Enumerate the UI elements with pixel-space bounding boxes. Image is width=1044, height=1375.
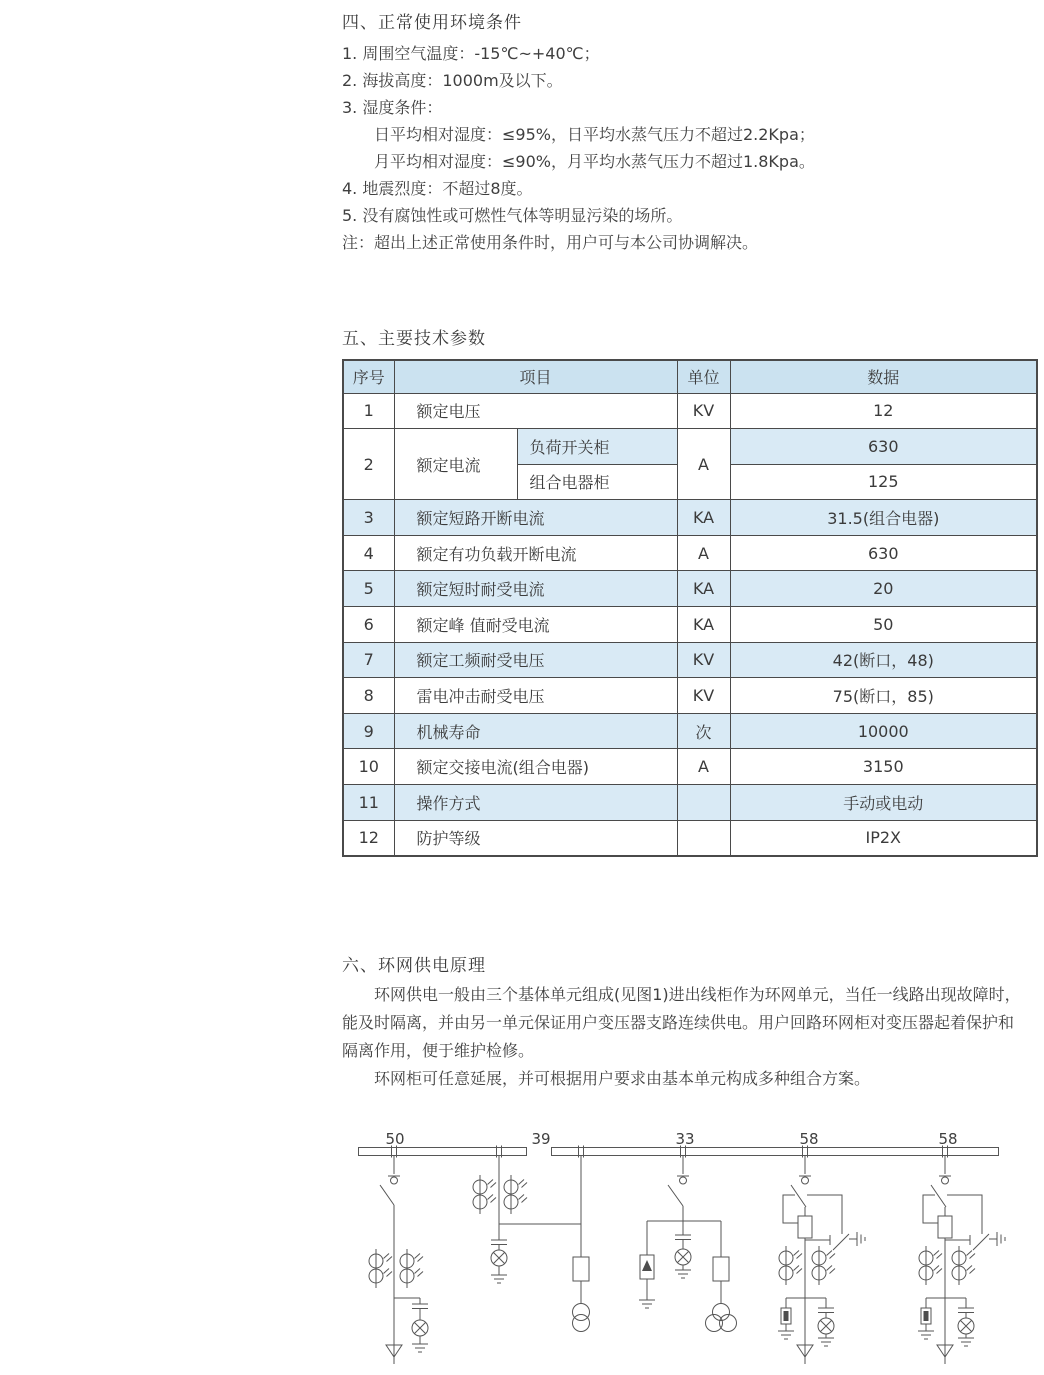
section5-heading: 五、主要技术参数 xyxy=(342,329,486,349)
header-data-cell: 数据 xyxy=(730,360,1037,393)
row-data-cell: 20 xyxy=(730,571,1037,607)
env-condition-item: 4. 地震烈度：不超过8度。 xyxy=(342,179,533,198)
table-row xyxy=(343,429,1037,465)
row-data-cell: 10000 xyxy=(730,713,1037,749)
row-item-cell: 额定工频耐受电压 xyxy=(394,642,677,678)
table-row xyxy=(343,642,1037,678)
row-unit-cell xyxy=(677,785,730,821)
busbar-right xyxy=(552,1146,999,1158)
table-row xyxy=(343,678,1037,714)
earthing-switch xyxy=(805,1232,865,1250)
header-unit-cell: 单位 xyxy=(677,360,730,393)
diagram-unit-label: 58 xyxy=(938,1130,958,1148)
row-subitem-cell: 负荷开关柜 xyxy=(517,429,677,465)
row-item-cell: 额定短路开断电流 xyxy=(394,500,677,536)
row-unit-cell: KA xyxy=(677,571,730,607)
row-data-cell: 42(断口，48) xyxy=(730,642,1037,678)
row-item-cell: 额定短时耐受电流 xyxy=(394,571,677,607)
row-unit-cell: A xyxy=(677,429,730,500)
diagram-unit-label: 33 xyxy=(675,1130,695,1148)
section6-heading: 六、环网供电原理 xyxy=(342,956,486,976)
row-no-cell: 7 xyxy=(343,642,394,678)
unit-33-transformer-feeder xyxy=(639,1156,737,1332)
row-item-cell: 额定峰 值耐受电流 xyxy=(394,607,677,643)
unit-50-feeder xyxy=(369,1156,428,1365)
env-condition-subitem: 月平均相对湿度：≤90%，月平均水蒸气压力不超过1.8Kpa。 xyxy=(374,152,815,171)
header-no-cell: 序号 xyxy=(343,360,394,393)
row-no-cell: 2 xyxy=(343,429,394,500)
tech-params-table xyxy=(342,359,1038,857)
row-no-cell: 6 xyxy=(343,607,394,643)
table-row xyxy=(343,393,1037,429)
row-item-cell: 额定电流 xyxy=(394,429,517,500)
env-condition-item: 5. 没有腐蚀性或可燃性气体等明显污染的场所。 xyxy=(342,206,683,225)
header-item-cell: 项目 xyxy=(394,360,677,393)
row-data-cell: 630 xyxy=(730,535,1037,571)
table-row xyxy=(343,713,1037,749)
table-row xyxy=(343,749,1037,785)
row-data-cell: 手动或电动 xyxy=(730,785,1037,821)
paragraph-line: 环网柜可任意延展，并可根据用户要求由基本单元构成多种组合方案。 xyxy=(374,1069,871,1088)
ring-network-diagram xyxy=(0,1120,1044,1375)
row-no-cell: 10 xyxy=(343,749,394,785)
row-item-cell: 机械寿命 xyxy=(394,713,677,749)
table-row xyxy=(343,500,1037,536)
row-item-cell: 操作方式 xyxy=(394,785,677,821)
paragraph-line: 能及时隔离，并由另一单元保证用户变压器支路连续供电。用户回路环网柜对变压器起着保护和 xyxy=(342,1013,1015,1032)
row-item-cell: 额定交接电流(组合电器) xyxy=(394,749,677,785)
row-unit-cell: KA xyxy=(677,607,730,643)
busbar-left xyxy=(359,1146,527,1158)
table-row xyxy=(343,820,1037,856)
row-data-cell: 3150 xyxy=(730,749,1037,785)
row-data-cell: 125 xyxy=(730,464,1037,500)
row-unit-cell: 次 xyxy=(677,713,730,749)
row-no-cell: 12 xyxy=(343,820,394,856)
row-data-cell: 630 xyxy=(730,429,1037,465)
row-unit-cell: KA xyxy=(677,500,730,536)
row-no-cell: 5 xyxy=(343,571,394,607)
unit-58-switch-fuse-feeder xyxy=(778,1156,865,1365)
row-unit-cell: KV xyxy=(677,678,730,714)
diagram-unit-label: 58 xyxy=(799,1130,819,1148)
fuse-symbol xyxy=(798,1216,812,1238)
row-no-cell: 3 xyxy=(343,500,394,536)
row-unit-cell: KV xyxy=(677,393,730,429)
row-data-cell: IP2X xyxy=(730,820,1037,856)
env-condition-item: 2. 海拔高度：1000m及以下。 xyxy=(342,71,563,90)
row-item-cell: 防护等级 xyxy=(394,820,677,856)
row-no-cell: 11 xyxy=(343,785,394,821)
row-item-cell: 额定电压 xyxy=(394,393,677,429)
table-row xyxy=(343,785,1037,821)
diagram-unit-label: 39 xyxy=(531,1130,551,1148)
env-condition-subitem: 日平均相对湿度：≤95%，日平均水蒸气压力不超过2.2Kpa； xyxy=(374,125,815,144)
row-unit-cell: KV xyxy=(677,642,730,678)
row-no-cell: 1 xyxy=(343,393,394,429)
row-item-cell: 雷电冲击耐受电压 xyxy=(394,678,677,714)
env-condition-item: 1. 周围空气温度：-15℃~+40℃； xyxy=(342,44,600,63)
fuse-symbol xyxy=(573,1257,589,1281)
row-no-cell: 4 xyxy=(343,535,394,571)
paragraph-line: 环网供电一般由三个基体单元组成(见图1)进出线柜作为环网单元，当任一线路出现故障时， xyxy=(374,985,1021,1004)
row-unit-cell xyxy=(677,820,730,856)
paragraph-line: 隔离作用，便于维护检修。 xyxy=(342,1041,535,1060)
unit-39-metering xyxy=(473,1156,590,1332)
row-unit-cell: A xyxy=(677,749,730,785)
row-no-cell: 9 xyxy=(343,713,394,749)
row-no-cell: 8 xyxy=(343,678,394,714)
row-unit-cell: A xyxy=(677,535,730,571)
env-condition-note: 注：超出上述正常使用条件时，用户可与本公司协调解决。 xyxy=(342,233,759,252)
unit-58-switch-fuse-feeder-2 xyxy=(918,1156,1005,1365)
row-data-cell: 50 xyxy=(730,607,1037,643)
table-row xyxy=(343,607,1037,643)
table-row xyxy=(343,535,1037,571)
row-data-cell: 12 xyxy=(730,393,1037,429)
row-data-cell: 75(断口，85) xyxy=(730,678,1037,714)
row-item-cell: 额定有功负载开断电流 xyxy=(394,535,677,571)
env-condition-item: 3. 湿度条件： xyxy=(342,98,443,117)
diagram-unit-label: 50 xyxy=(385,1130,405,1148)
row-data-cell: 31.5(组合电器) xyxy=(730,500,1037,536)
section4-heading: 四、正常使用环境条件 xyxy=(342,13,522,33)
row-subitem-cell: 组合电器柜 xyxy=(517,464,677,500)
table-header-row xyxy=(343,360,1037,393)
table-row xyxy=(343,571,1037,607)
fuse-symbol xyxy=(713,1257,729,1281)
